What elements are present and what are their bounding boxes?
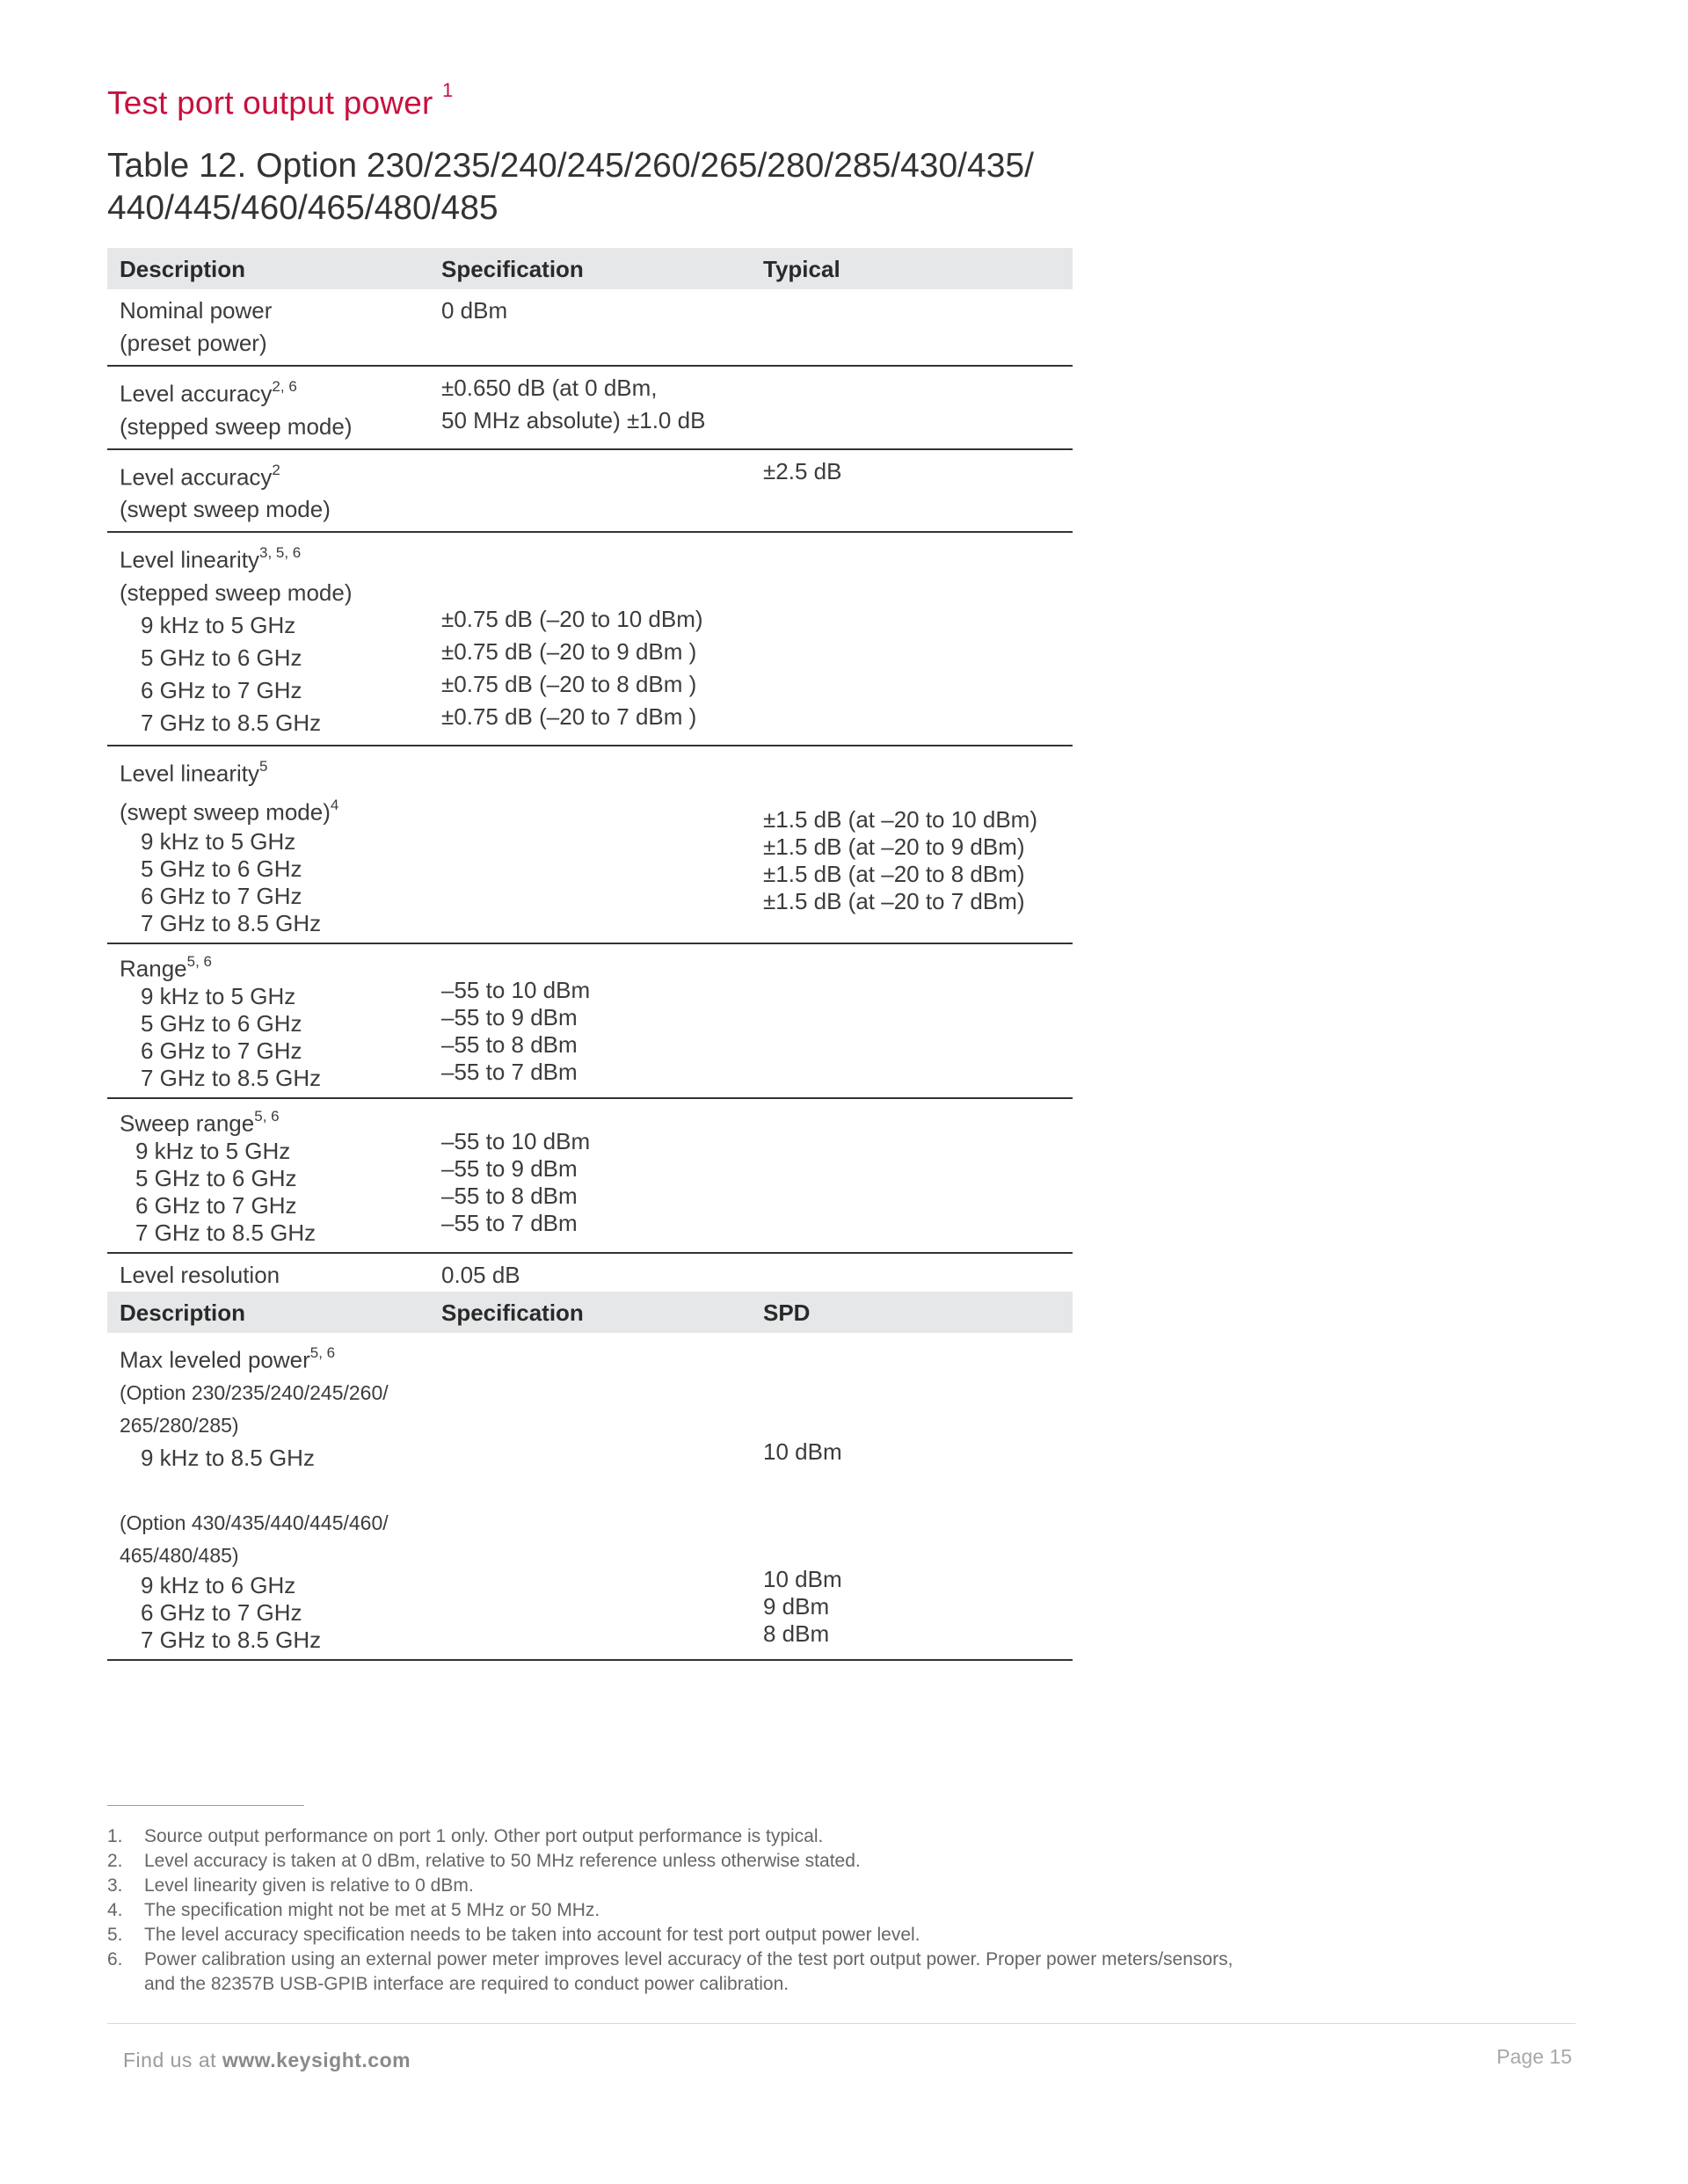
frequency-band: 6 GHz to 7 GHz (141, 1037, 302, 1064)
option-list: 465/480/485) (120, 1543, 239, 1567)
table-row (107, 746, 1073, 943)
row-specification: 0 dBm (429, 289, 751, 366)
header-description: Description (107, 1292, 429, 1333)
footnote: 4. The specification might not be met at 5 MHz or 50 MHz. (107, 1900, 600, 1920)
row-specification: ±0.75 dB (–20 to 10 dBm) ±0.75 dB (–20 to 9 dBm ) ±0.75 dB (–20 to 8 dBm ) ±0.75 dB (–20 to 7 dBm ) (429, 532, 751, 746)
row-typical: ±1.5 dB (at –20 to 10 dBm) ±1.5 dB (at –20 to 9 dBm) ±1.5 dB (at –20 to 8 dBm) ±1.5 dB (at –20 to 7 dBm) (751, 746, 1073, 943)
header-specification: Specification (429, 248, 751, 289)
frequency-band: 5 GHz to 6 GHz (135, 1164, 297, 1191)
footnote-divider (107, 1805, 304, 1806)
row-description: Range$^{5, 6}$ 9 kHz to 5 GHz 5 GHz to 6 GHz 6 GHz to 7 GHz 7 GHz to 8.5 GHz (107, 943, 429, 1098)
row-description: Level linearity$^{3, 5, 6}$ (stepped sweep mode) 9 kHz to 5 GHz 5 GHz to 6 GHz 6 GHz to 7 GHz 7 GHz to 8.5 GHz (107, 532, 429, 746)
frequency-band: 9 kHz to 5 GHz (141, 611, 296, 638)
frequency-band: 7 GHz to 8.5 GHz (141, 709, 322, 736)
frequency-band: 7 GHz to 8.5 GHz (141, 910, 322, 937)
footnote: 5. The level accuracy specification needs to be taken into account for test port output power level. (107, 1925, 920, 1945)
page-number: Page 15 (1496, 2045, 1572, 2068)
row-spd: 10 dBm 10 dBm 9 dBm 8 dBm (751, 1333, 1073, 1660)
option-list: 265/280/285) (120, 1413, 239, 1437)
row-specification: –55 to 10 dBm –55 to 9 dBm –55 to 8 dBm –55 to 7 dBm (429, 1098, 751, 1253)
option-list: (Option 430/435/440/445/460/ (120, 1511, 389, 1534)
row-typical: ±2.5 dB (751, 449, 1073, 533)
row-typical (751, 532, 1073, 746)
table-row (107, 289, 1073, 366)
row-description: Level linearity$^5$ (swept sweep mode)$^4$ 9 kHz to 5 GHz 5 GHz to 6 GHz 6 GHz to 7 GHz 7 GHz to 8.5 GHz (107, 746, 429, 943)
section-title: Test port output power $^1$ (107, 79, 454, 121)
row-specification: 0.05 dB (441, 1261, 520, 1288)
row-description: Level accuracy$^2$ (swept sweep mode) (107, 449, 429, 533)
frequency-band: 5 GHz to 6 GHz (141, 855, 302, 883)
table-row (107, 1333, 1073, 1660)
table-title: Table 12. Option 230/235/240/245/260/265/280/285/430/435/ 440/445/460/465/480/485 (107, 147, 1034, 227)
table-row (107, 449, 1073, 533)
row-typical (751, 1253, 1073, 1297)
spec-table-max-leveled-power (107, 1292, 1073, 1661)
row-description: Sweep range$^{5, 6}$ 9 kHz to 5 GHz 5 GHz to 6 GHz 6 GHz to 7 GHz 7 GHz to 8.5 GHz (107, 1098, 429, 1253)
row-specification: –55 to 10 dBm –55 to 9 dBm –55 to 8 dBm –55 to 7 dBm (429, 943, 751, 1098)
frequency-band: 5 GHz to 6 GHz (141, 644, 302, 671)
row-specification (429, 449, 751, 533)
frequency-band: 6 GHz to 7 GHz (141, 883, 302, 910)
footnote: 6. Power calibration using an external power meter improves level accuracy of the test port output power. Proper power meters/sensors, and the 82357B USB-GPIB interface are required to conduct power calibration. (107, 1949, 1233, 1994)
header-typical: Typical (751, 248, 1073, 289)
row-specification: ±0.650 dB (at 0 dBm, 50 MHz absolute) ±1.0 dB (429, 366, 751, 449)
frequency-band: 9 kHz to 8.5 GHz (141, 1444, 315, 1471)
header-spd: SPD (751, 1292, 1073, 1333)
row-typical (751, 366, 1073, 449)
frequency-band: 9 kHz to 5 GHz (135, 1137, 291, 1164)
table-row (107, 366, 1073, 449)
frequency-band: 7 GHz to 8.5 GHz (141, 1064, 322, 1091)
row-specification (429, 1333, 751, 1660)
table-row (107, 1098, 1073, 1253)
frequency-band: 6 GHz to 7 GHz (135, 1191, 297, 1219)
footnotes (107, 1824, 1250, 1997)
frequency-band: 5 GHz to 6 GHz (141, 1009, 302, 1037)
row-description: Level resolution (120, 1261, 280, 1288)
footer-divider (107, 2023, 1575, 2024)
option-list: (Option 230/235/240/245/260/ (120, 1380, 389, 1404)
frequency-band: 7 GHz to 8.5 GHz (141, 1626, 322, 1653)
header-description: Description (107, 248, 429, 289)
row-typical (751, 1098, 1073, 1253)
table-header-row (107, 248, 1073, 289)
table-header-row (107, 1292, 1073, 1333)
spec-table-output-power (107, 248, 1073, 1297)
table-row (107, 943, 1073, 1098)
footer-find-us: Find us at www.keysight.com (123, 2049, 411, 2071)
footnote: 2. Level accuracy is taken at 0 dBm, relative to 50 MHz reference unless otherwise stated. (107, 1851, 861, 1871)
footer-link[interactable]: www.keysight.com (222, 2049, 411, 2071)
row-description: Level accuracy$^{2, 6}$ (stepped sweep mode) (107, 366, 429, 449)
row-specification (429, 746, 751, 943)
footnote: 3. Level linearity given is relative to 0 dBm. (107, 1875, 474, 1896)
frequency-band: 6 GHz to 7 GHz (141, 676, 302, 703)
table-row (107, 532, 1073, 746)
row-description: Max leveled power$^{5, 6}$ (Option 230/235/240/245/260/ 265/280/285) 9 kHz to 8.5 GHz (Option 430/435/440/445/460/ 465/480/485) 9 kHz to 6 GHz 6 GHz to 7 GHz 7 GHz to 8.5 GHz (107, 1333, 429, 1660)
header-specification: Specification (429, 1292, 751, 1333)
frequency-band: 9 kHz to 6 GHz (141, 1571, 296, 1598)
row-description: Nominal power (preset power) (107, 289, 429, 366)
frequency-band: 6 GHz to 7 GHz (141, 1598, 302, 1626)
frequency-band: 9 kHz to 5 GHz (141, 828, 296, 855)
row-typical (751, 943, 1073, 1098)
frequency-band: 9 kHz to 5 GHz (141, 982, 296, 1009)
row-typical (751, 289, 1073, 366)
footnote: 1. Source output performance on port 1 only. Other port output performance is typical. (107, 1826, 824, 1846)
table-row (107, 1253, 1073, 1297)
frequency-band: 7 GHz to 8.5 GHz (135, 1219, 316, 1246)
